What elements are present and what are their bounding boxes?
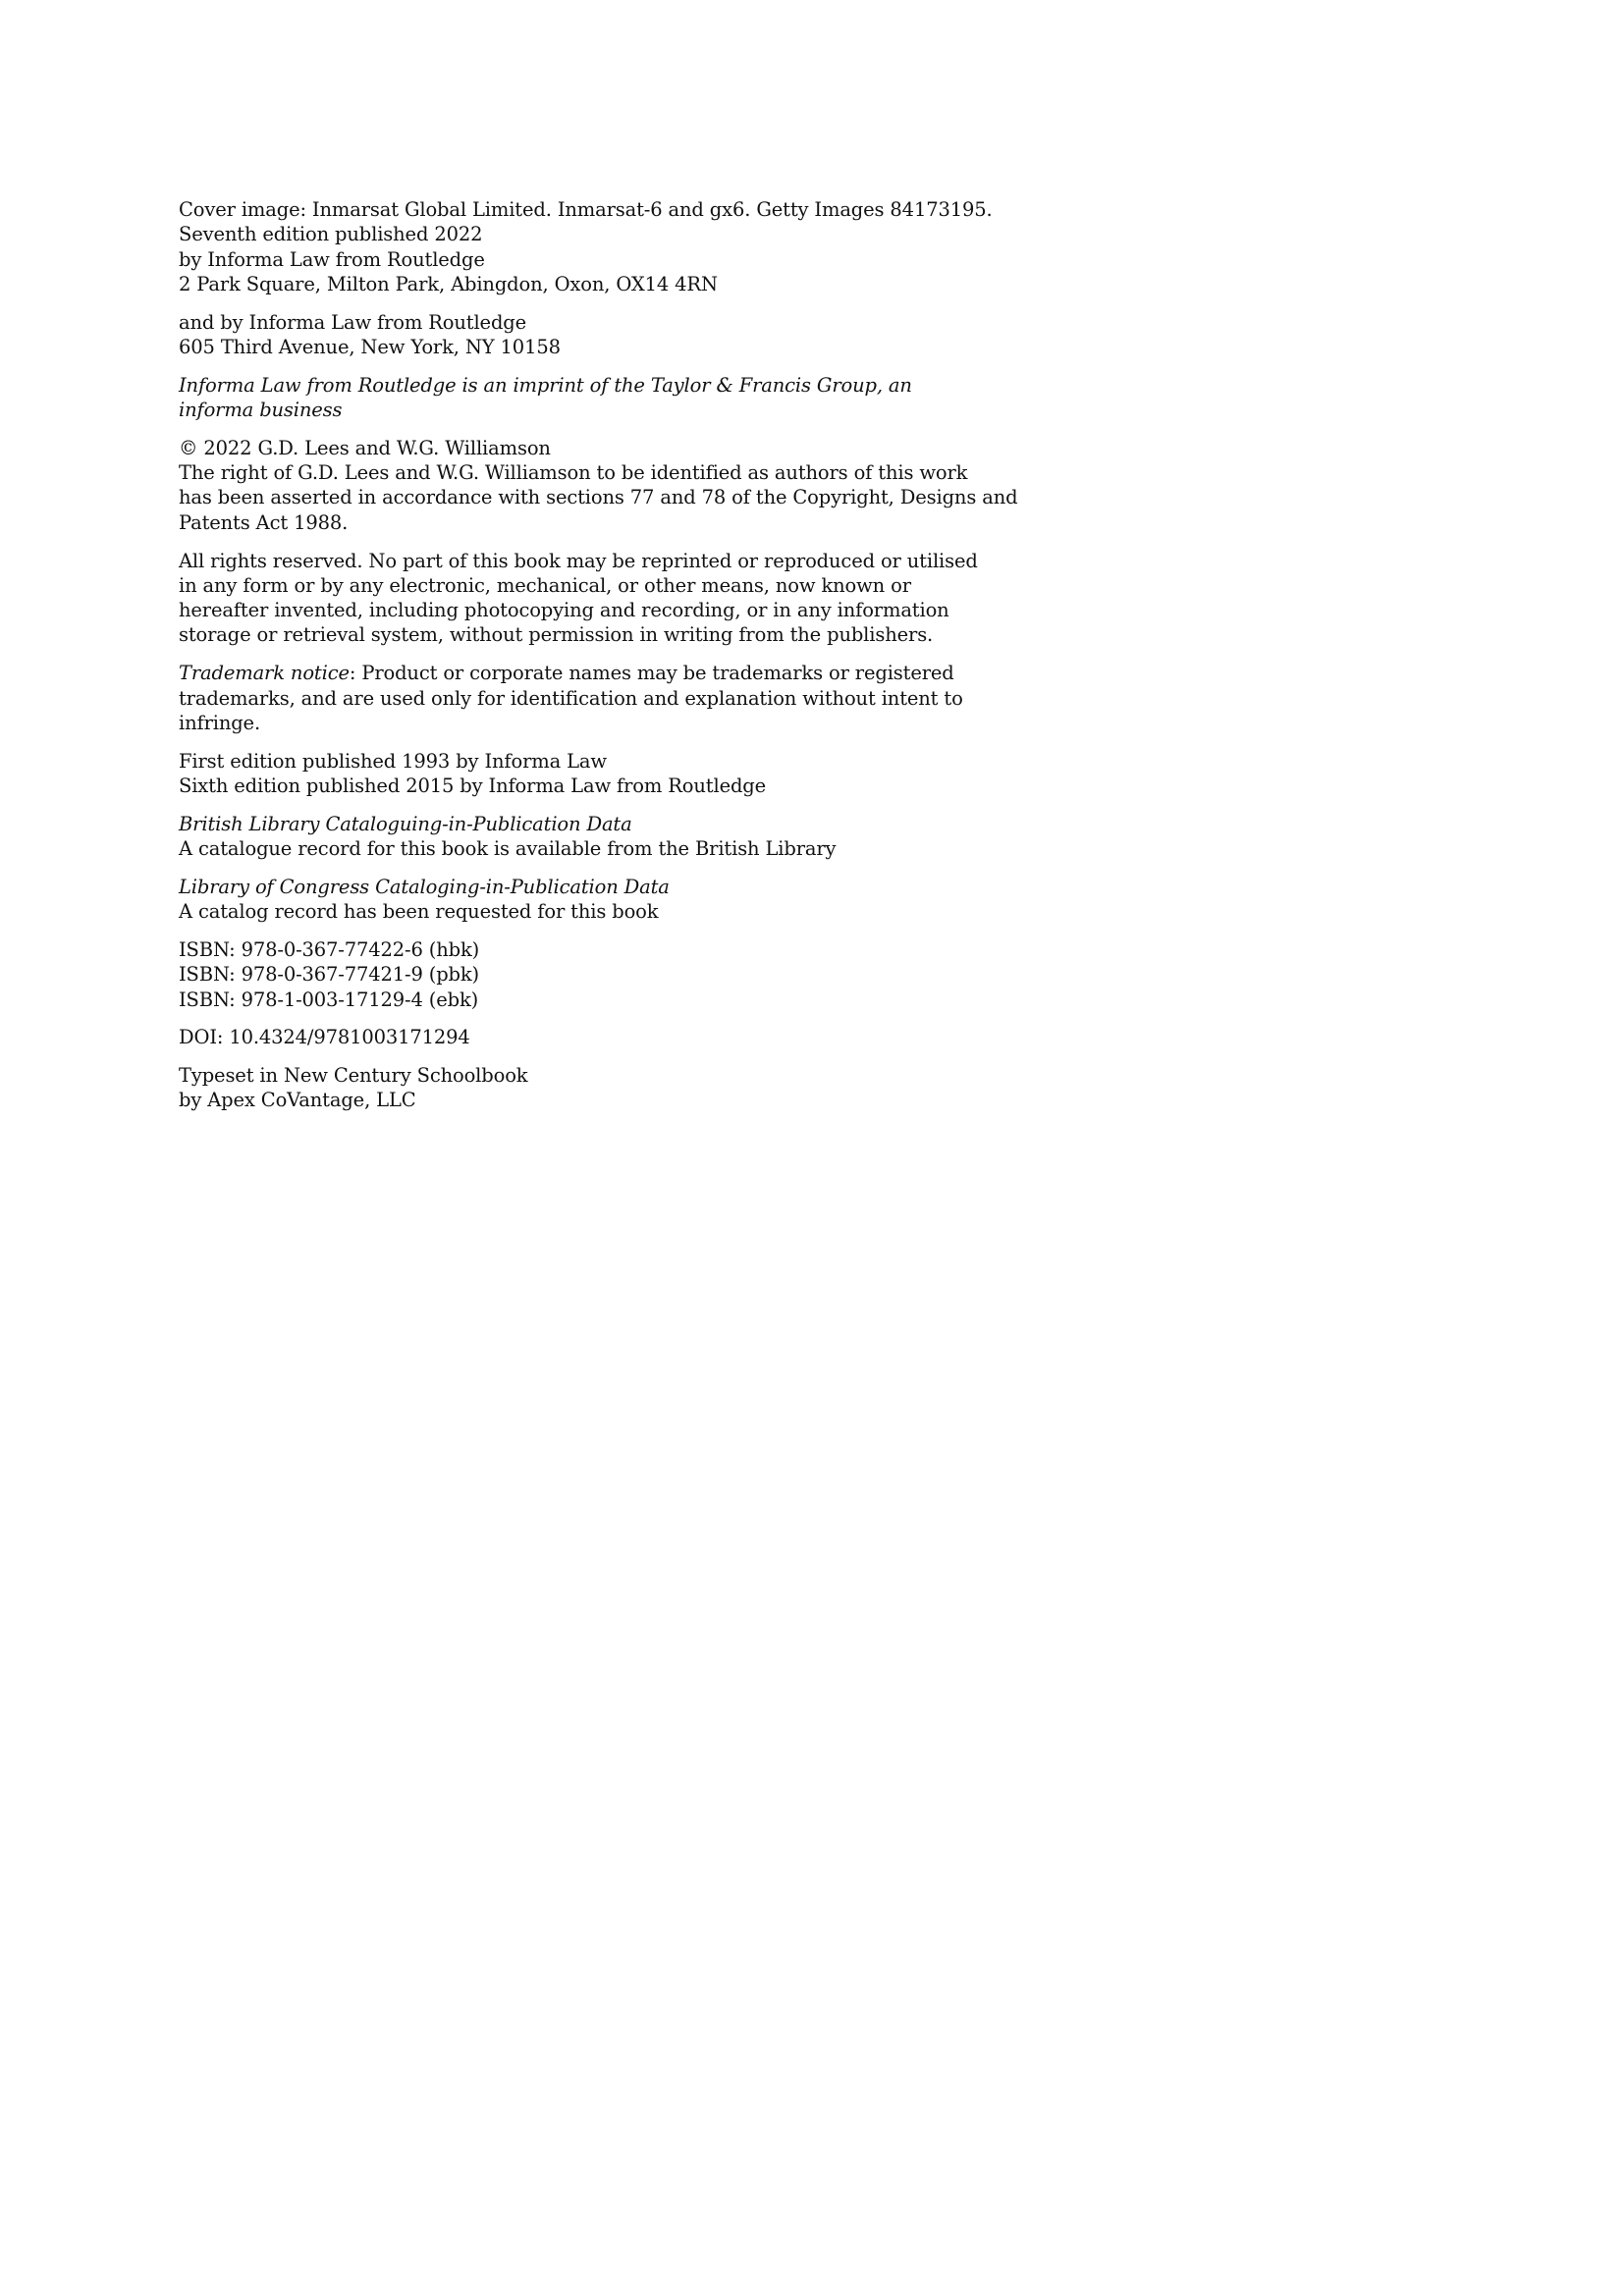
publisher-name: by Informa Law from Routledge	[179, 247, 485, 271]
rights-line: in any form or by any electronic, mechanical, or other means, now known or	[179, 573, 911, 597]
first-edition-line: First edition published 1993 by Informa Law	[179, 749, 607, 773]
rights-reserved	[179, 549, 1082, 648]
rights-line: hereafter invented, including photocopying and recording, or in any information	[179, 599, 949, 622]
british-library-text: A catalogue record for this book is available from the British Library	[179, 837, 837, 861]
rights-line: storage or retrieval system, without permission in writing from the publishers.	[179, 623, 934, 647]
cover-image-credit: Cover image: Inmarsat Global Limited. Inmarsat-6 and gx6. Getty Images 84173195.	[179, 198, 993, 221]
library-of-congress-data	[179, 875, 1082, 925]
moral-rights-line: has been asserted in accordance with sections 77 and 78 of the Copyright, Designs and	[179, 486, 1018, 509]
trademark-line: trademarks, and are used only for identification and explanation without intent to	[179, 686, 963, 710]
isbn-list	[179, 937, 1082, 1012]
library-of-congress-heading: Library of Congress Cataloging-in-Publication Data	[179, 875, 670, 898]
library-of-congress-text: A catalog record has been requested for this book	[179, 900, 659, 924]
typeface-line: Typeset in New Century Schoolbook	[179, 1064, 528, 1088]
imprint-line: Informa Law from Routledge is an imprint of the Taylor & Francis Group, an	[179, 373, 912, 397]
us-publisher-address: 605 Third Avenue, New York, NY 10158	[179, 335, 561, 358]
trademark-line	[179, 661, 1082, 685]
imprint-line: informa business	[179, 399, 343, 422]
trademark-line: infringe.	[179, 711, 261, 734]
doi	[179, 1025, 1082, 1049]
moral-rights-line: Patents Act 1988.	[179, 510, 349, 534]
british-library-heading: British Library Cataloguing-in-Publication Data	[179, 812, 632, 835]
edition-statement: Seventh edition published 2022	[179, 223, 483, 246]
doi-line: DOI: 10.4324/9781003171294	[179, 1026, 470, 1049]
imprint-statement	[179, 373, 1082, 423]
moral-rights-line: The right of G.D. Lees and W.G. Williamson to be identified as authors of this work	[179, 461, 968, 485]
typesetter-line: by Apex CoVantage, LLC	[179, 1089, 416, 1112]
copyright-line: © 2022 G.D. Lees and W.G. Williamson	[179, 436, 551, 459]
sixth-edition-line: Sixth edition published 2015 by Informa Law from Routledge	[179, 774, 767, 797]
trademark-notice	[179, 661, 1082, 735]
isbn-pbk: ISBN: 978-0-367-77421-9 (pbk)	[179, 963, 480, 987]
trademark-label: Trademark notice	[179, 662, 350, 685]
publisher-address: 2 Park Square, Milton Park, Abingdon, Oxon, OX14 4RN	[179, 272, 718, 295]
rights-line: All rights reserved. No part of this book may be reprinted or reproduced or utilised	[179, 549, 978, 572]
us-publisher-name: and by Informa Law from Routledge	[179, 310, 527, 334]
copyright-block	[179, 197, 1082, 1126]
us-address	[179, 310, 1082, 360]
trademark-text: : Product or corporate names may be trademarks or registered	[349, 662, 954, 685]
copyright-notice	[179, 436, 1082, 535]
cover-and-imprint	[179, 197, 1082, 296]
isbn-ebk: ISBN: 978-1-003-17129-4 (ebk)	[179, 988, 479, 1011]
typesetting	[179, 1063, 1082, 1113]
isbn-hbk: ISBN: 978-0-367-77422-6 (hbk)	[179, 937, 480, 961]
british-library-data	[179, 812, 1082, 862]
edition-history	[179, 749, 1082, 799]
